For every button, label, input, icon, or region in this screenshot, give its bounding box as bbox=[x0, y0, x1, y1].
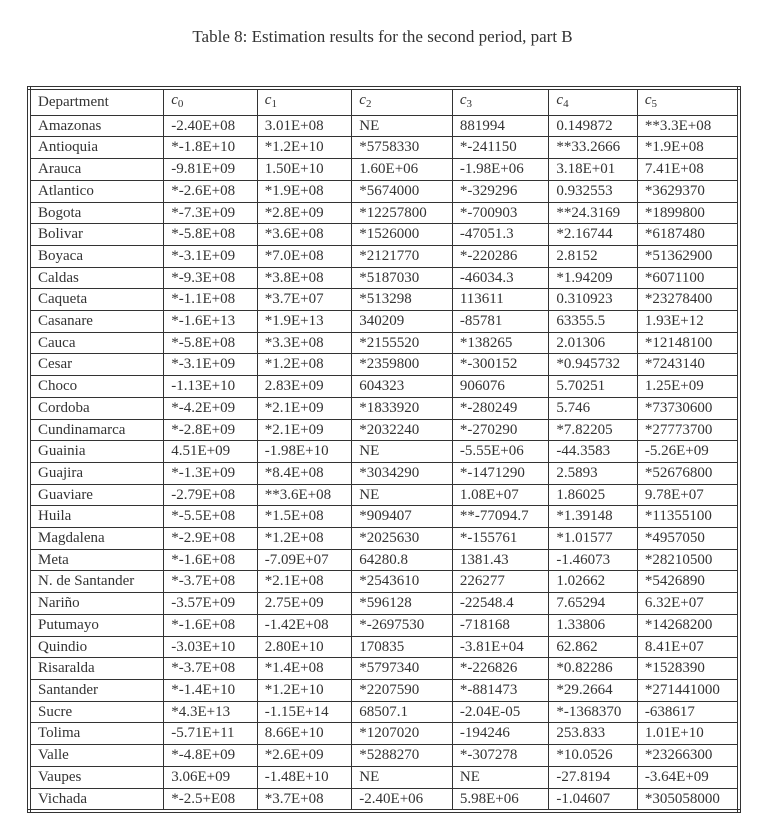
department-cell: Vaupes bbox=[29, 766, 164, 788]
value-cell-c3: 226277 bbox=[452, 571, 549, 593]
value-cell-c2: *1207020 bbox=[352, 723, 453, 745]
value-cell-c1: *2.1E+09 bbox=[257, 397, 352, 419]
value-cell-c5: *3629370 bbox=[637, 180, 739, 202]
value-cell-c3: 881994 bbox=[452, 115, 549, 137]
value-cell-c2: 604323 bbox=[352, 376, 453, 398]
value-cell-c1: *2.1E+08 bbox=[257, 571, 352, 593]
value-cell-c3: -3.81E+04 bbox=[452, 636, 549, 658]
value-cell-c5: -3.64E+09 bbox=[637, 766, 739, 788]
value-cell-c4: *29.2664 bbox=[549, 679, 637, 701]
value-cell-c5: *27773700 bbox=[637, 419, 739, 441]
department-cell: Quindio bbox=[29, 636, 164, 658]
department-cell: Risaralda bbox=[29, 658, 164, 680]
value-cell-c4: 62.862 bbox=[549, 636, 637, 658]
value-cell-c1: *8.4E+08 bbox=[257, 462, 352, 484]
value-cell-c0: -2.40E+08 bbox=[164, 115, 258, 137]
value-cell-c5: 8.41E+07 bbox=[637, 636, 739, 658]
value-cell-c3: *-307278 bbox=[452, 745, 549, 767]
department-cell: Sucre bbox=[29, 701, 164, 723]
value-cell-c1: *3.7E+08 bbox=[257, 788, 352, 811]
value-cell-c5: 1.25E+09 bbox=[637, 376, 739, 398]
value-cell-c3: -1.98E+06 bbox=[452, 159, 549, 181]
value-cell-c0: *-1.3E+09 bbox=[164, 462, 258, 484]
value-cell-c0: 3.06E+09 bbox=[164, 766, 258, 788]
table-row bbox=[29, 614, 739, 636]
value-cell-c2: 68507.1 bbox=[352, 701, 453, 723]
department-cell: Meta bbox=[29, 549, 164, 571]
table-row bbox=[29, 137, 739, 159]
department-cell: Atlantico bbox=[29, 180, 164, 202]
table-row bbox=[29, 180, 739, 202]
value-cell-c1: *1.4E+08 bbox=[257, 658, 352, 680]
value-cell-c4: 1.86025 bbox=[549, 484, 637, 506]
value-cell-c5: 6.32E+07 bbox=[637, 593, 739, 615]
value-cell-c3: *-226826 bbox=[452, 658, 549, 680]
value-cell-c0: *-5.8E+08 bbox=[164, 224, 258, 246]
header-department: Department bbox=[29, 88, 164, 115]
value-cell-c3: -85781 bbox=[452, 311, 549, 333]
department-cell: Arauca bbox=[29, 159, 164, 181]
value-cell-c3: *-300152 bbox=[452, 354, 549, 376]
value-cell-c3: -22548.4 bbox=[452, 593, 549, 615]
value-cell-c4: 5.746 bbox=[549, 397, 637, 419]
table-row bbox=[29, 245, 739, 267]
value-cell-c2: NE bbox=[352, 115, 453, 137]
value-cell-c2: *2359800 bbox=[352, 354, 453, 376]
value-cell-c3: *-1471290 bbox=[452, 462, 549, 484]
value-cell-c5: *1899800 bbox=[637, 202, 739, 224]
value-cell-c4: *2.16744 bbox=[549, 224, 637, 246]
department-cell: Cesar bbox=[29, 354, 164, 376]
value-cell-c0: *-5.5E+08 bbox=[164, 506, 258, 528]
value-cell-c5: *28210500 bbox=[637, 549, 739, 571]
value-cell-c5: *51362900 bbox=[637, 245, 739, 267]
table-row bbox=[29, 679, 739, 701]
value-cell-c5: 1.93E+12 bbox=[637, 311, 739, 333]
table-row bbox=[29, 528, 739, 550]
value-cell-c1: *1.2E+10 bbox=[257, 137, 352, 159]
value-cell-c5: 7.41E+08 bbox=[637, 159, 739, 181]
value-cell-c1: *1.2E+08 bbox=[257, 528, 352, 550]
table-row bbox=[29, 506, 739, 528]
value-cell-c2: 64280.8 bbox=[352, 549, 453, 571]
value-cell-c3: *-280249 bbox=[452, 397, 549, 419]
value-cell-c3: 906076 bbox=[452, 376, 549, 398]
value-cell-c4: *10.0526 bbox=[549, 745, 637, 767]
table-row bbox=[29, 745, 739, 767]
value-cell-c5: *14268200 bbox=[637, 614, 739, 636]
department-cell: Caqueta bbox=[29, 289, 164, 311]
value-cell-c4: *1.01577 bbox=[549, 528, 637, 550]
value-cell-c4: *0.945732 bbox=[549, 354, 637, 376]
value-cell-c0: -1.13E+10 bbox=[164, 376, 258, 398]
value-cell-c2: *2121770 bbox=[352, 245, 453, 267]
value-cell-c0: *-9.3E+08 bbox=[164, 267, 258, 289]
value-cell-c3: *-881473 bbox=[452, 679, 549, 701]
value-cell-c5: *6071100 bbox=[637, 267, 739, 289]
value-cell-c0: *-4.8E+09 bbox=[164, 745, 258, 767]
value-cell-c2: *12257800 bbox=[352, 202, 453, 224]
value-cell-c4: 0.932553 bbox=[549, 180, 637, 202]
value-cell-c2: 1.60E+06 bbox=[352, 159, 453, 181]
value-cell-c3: 113611 bbox=[452, 289, 549, 311]
value-cell-c0: 4.51E+09 bbox=[164, 441, 258, 463]
value-cell-c4: 2.5893 bbox=[549, 462, 637, 484]
value-cell-c2: *5187030 bbox=[352, 267, 453, 289]
value-cell-c1: -1.42E+08 bbox=[257, 614, 352, 636]
value-cell-c4: 0.149872 bbox=[549, 115, 637, 137]
department-cell: Tolima bbox=[29, 723, 164, 745]
value-cell-c4: *1.39148 bbox=[549, 506, 637, 528]
value-cell-c0: *-2.8E+09 bbox=[164, 419, 258, 441]
table-row bbox=[29, 202, 739, 224]
table-row bbox=[29, 766, 739, 788]
value-cell-c2: *1526000 bbox=[352, 224, 453, 246]
value-cell-c0: *-2.9E+08 bbox=[164, 528, 258, 550]
table-row bbox=[29, 462, 739, 484]
department-cell: Cordoba bbox=[29, 397, 164, 419]
value-cell-c0: *-1.6E+08 bbox=[164, 549, 258, 571]
value-cell-c5: *4957050 bbox=[637, 528, 739, 550]
value-cell-c0: *-1.1E+08 bbox=[164, 289, 258, 311]
value-cell-c5: *73730600 bbox=[637, 397, 739, 419]
value-cell-c3: *-155761 bbox=[452, 528, 549, 550]
value-cell-c5: -5.26E+09 bbox=[637, 441, 739, 463]
value-cell-c3: -718168 bbox=[452, 614, 549, 636]
value-cell-c1: *1.2E+10 bbox=[257, 679, 352, 701]
department-cell: Caldas bbox=[29, 267, 164, 289]
value-cell-c1: *1.5E+08 bbox=[257, 506, 352, 528]
value-cell-c4: 2.01306 bbox=[549, 332, 637, 354]
department-cell: Guajira bbox=[29, 462, 164, 484]
table-row bbox=[29, 397, 739, 419]
header-row bbox=[29, 88, 739, 115]
value-cell-c4: 63355.5 bbox=[549, 311, 637, 333]
table-caption-text: Table 8: Estimation results for the second period, part B bbox=[192, 27, 573, 46]
table-row bbox=[29, 441, 739, 463]
value-cell-c3: *-220286 bbox=[452, 245, 549, 267]
value-cell-c1: 8.66E+10 bbox=[257, 723, 352, 745]
table-row bbox=[29, 224, 739, 246]
value-cell-c1: 1.50E+10 bbox=[257, 159, 352, 181]
value-cell-c1: *1.2E+08 bbox=[257, 354, 352, 376]
value-cell-c1: **3.6E+08 bbox=[257, 484, 352, 506]
department-cell: Cauca bbox=[29, 332, 164, 354]
value-cell-c2: *2155520 bbox=[352, 332, 453, 354]
value-cell-c0: -5.71E+11 bbox=[164, 723, 258, 745]
value-cell-c5: -638617 bbox=[637, 701, 739, 723]
value-cell-c1: -7.09E+07 bbox=[257, 549, 352, 571]
department-cell: Amazonas bbox=[29, 115, 164, 137]
table-row bbox=[29, 354, 739, 376]
table-row bbox=[29, 376, 739, 398]
value-cell-c0: *-3.7E+08 bbox=[164, 571, 258, 593]
value-cell-c3: 1381.43 bbox=[452, 549, 549, 571]
table-row bbox=[29, 549, 739, 571]
value-cell-c4: -1.46073 bbox=[549, 549, 637, 571]
department-cell: Boyaca bbox=[29, 245, 164, 267]
table-row bbox=[29, 311, 739, 333]
header-c2: $c_2$ bbox=[352, 88, 453, 115]
value-cell-c0: *-7.3E+09 bbox=[164, 202, 258, 224]
value-cell-c3: *-700903 bbox=[452, 202, 549, 224]
value-cell-c2: 170835 bbox=[352, 636, 453, 658]
value-cell-c4: 1.02662 bbox=[549, 571, 637, 593]
value-cell-c0: *-1.6E+13 bbox=[164, 311, 258, 333]
value-cell-c1: *3.8E+08 bbox=[257, 267, 352, 289]
table-row bbox=[29, 419, 739, 441]
value-cell-c0: *4.3E+13 bbox=[164, 701, 258, 723]
table-row bbox=[29, 289, 739, 311]
value-cell-c2: *5288270 bbox=[352, 745, 453, 767]
value-cell-c4: -1.04607 bbox=[549, 788, 637, 811]
value-cell-c4: *-1368370 bbox=[549, 701, 637, 723]
value-cell-c2: *5797340 bbox=[352, 658, 453, 680]
header-c4: $c_4$ bbox=[549, 88, 637, 115]
table-row bbox=[29, 701, 739, 723]
value-cell-c2: *513298 bbox=[352, 289, 453, 311]
table-body bbox=[29, 115, 739, 811]
value-cell-c0: *-1.4E+10 bbox=[164, 679, 258, 701]
value-cell-c4: *0.82286 bbox=[549, 658, 637, 680]
value-cell-c2: -2.40E+06 bbox=[352, 788, 453, 811]
header-c5: $c_5$ bbox=[637, 88, 739, 115]
value-cell-c4: 0.310923 bbox=[549, 289, 637, 311]
value-cell-c5: 9.78E+07 bbox=[637, 484, 739, 506]
table-row bbox=[29, 115, 739, 137]
value-cell-c3: NE bbox=[452, 766, 549, 788]
value-cell-c0: *-4.2E+09 bbox=[164, 397, 258, 419]
value-cell-c0: *-5.8E+08 bbox=[164, 332, 258, 354]
department-cell: Choco bbox=[29, 376, 164, 398]
value-cell-c5: *52676800 bbox=[637, 462, 739, 484]
value-cell-c2: *1833920 bbox=[352, 397, 453, 419]
value-cell-c2: *2207590 bbox=[352, 679, 453, 701]
table-row bbox=[29, 636, 739, 658]
department-cell: Valle bbox=[29, 745, 164, 767]
value-cell-c2: *-2697530 bbox=[352, 614, 453, 636]
value-cell-c0: *-3.1E+09 bbox=[164, 354, 258, 376]
value-cell-c4: 3.18E+01 bbox=[549, 159, 637, 181]
value-cell-c2: *2032240 bbox=[352, 419, 453, 441]
value-cell-c3: *138265 bbox=[452, 332, 549, 354]
value-cell-c0: *-2.6E+08 bbox=[164, 180, 258, 202]
department-cell: Huila bbox=[29, 506, 164, 528]
value-cell-c4: -27.8194 bbox=[549, 766, 637, 788]
value-cell-c5: *5426890 bbox=[637, 571, 739, 593]
header-c1: $c_1$ bbox=[257, 88, 352, 115]
value-cell-c5: 1.01E+10 bbox=[637, 723, 739, 745]
value-cell-c5: *1528390 bbox=[637, 658, 739, 680]
department-cell: Bolivar bbox=[29, 224, 164, 246]
department-cell: Bogota bbox=[29, 202, 164, 224]
value-cell-c4: **33.2666 bbox=[549, 137, 637, 159]
value-cell-c3: -47051.3 bbox=[452, 224, 549, 246]
table-row bbox=[29, 788, 739, 811]
value-cell-c5: *7243140 bbox=[637, 354, 739, 376]
value-cell-c2: NE bbox=[352, 441, 453, 463]
value-cell-c3: 5.98E+06 bbox=[452, 788, 549, 811]
header-c0: $c_0$ bbox=[164, 88, 258, 115]
value-cell-c3: 1.08E+07 bbox=[452, 484, 549, 506]
value-cell-c4: 1.33806 bbox=[549, 614, 637, 636]
department-cell: Antioquia bbox=[29, 137, 164, 159]
value-cell-c3: -2.04E-05 bbox=[452, 701, 549, 723]
value-cell-c4: 7.65294 bbox=[549, 593, 637, 615]
value-cell-c1: 3.01E+08 bbox=[257, 115, 352, 137]
department-cell: Casanare bbox=[29, 311, 164, 333]
department-cell: Guainia bbox=[29, 441, 164, 463]
table-row bbox=[29, 658, 739, 680]
value-cell-c1: -1.48E+10 bbox=[257, 766, 352, 788]
value-cell-c3: -46034.3 bbox=[452, 267, 549, 289]
value-cell-c1: 2.80E+10 bbox=[257, 636, 352, 658]
value-cell-c3: -5.55E+06 bbox=[452, 441, 549, 463]
header-c3: $c_3$ bbox=[452, 88, 549, 115]
value-cell-c1: *3.3E+08 bbox=[257, 332, 352, 354]
department-cell: Cundinamarca bbox=[29, 419, 164, 441]
value-cell-c1: *7.0E+08 bbox=[257, 245, 352, 267]
value-cell-c1: 2.83E+09 bbox=[257, 376, 352, 398]
table-row bbox=[29, 484, 739, 506]
value-cell-c0: *-1.6E+08 bbox=[164, 614, 258, 636]
value-cell-c2: *5758330 bbox=[352, 137, 453, 159]
value-cell-c5: **3.3E+08 bbox=[637, 115, 739, 137]
department-cell: Nariño bbox=[29, 593, 164, 615]
value-cell-c4: **24.3169 bbox=[549, 202, 637, 224]
table-row bbox=[29, 571, 739, 593]
value-cell-c2: NE bbox=[352, 766, 453, 788]
value-cell-c4: 5.70251 bbox=[549, 376, 637, 398]
value-cell-c5: *271441000 bbox=[637, 679, 739, 701]
value-cell-c1: -1.98E+10 bbox=[257, 441, 352, 463]
value-cell-c1: *2.8E+09 bbox=[257, 202, 352, 224]
value-cell-c5: *6187480 bbox=[637, 224, 739, 246]
value-cell-c0: *-1.8E+10 bbox=[164, 137, 258, 159]
table-row bbox=[29, 332, 739, 354]
value-cell-c5: *1.9E+08 bbox=[637, 137, 739, 159]
table-row bbox=[29, 593, 739, 615]
value-cell-c2: *2025630 bbox=[352, 528, 453, 550]
table-caption bbox=[0, 27, 765, 47]
value-cell-c1: *2.1E+09 bbox=[257, 419, 352, 441]
value-cell-c3: *-329296 bbox=[452, 180, 549, 202]
value-cell-c4: 2.8152 bbox=[549, 245, 637, 267]
table-row bbox=[29, 159, 739, 181]
value-cell-c4: *7.82205 bbox=[549, 419, 637, 441]
department-cell: N. de Santander bbox=[29, 571, 164, 593]
value-cell-c2: *5674000 bbox=[352, 180, 453, 202]
value-cell-c0: -9.81E+09 bbox=[164, 159, 258, 181]
value-cell-c4: *1.94209 bbox=[549, 267, 637, 289]
table-row bbox=[29, 267, 739, 289]
value-cell-c0: *-3.7E+08 bbox=[164, 658, 258, 680]
table-row bbox=[29, 723, 739, 745]
value-cell-c2: *3034290 bbox=[352, 462, 453, 484]
value-cell-c5: *23278400 bbox=[637, 289, 739, 311]
department-cell: Guaviare bbox=[29, 484, 164, 506]
value-cell-c1: 2.75E+09 bbox=[257, 593, 352, 615]
value-cell-c3: *-270290 bbox=[452, 419, 549, 441]
value-cell-c0: -2.79E+08 bbox=[164, 484, 258, 506]
value-cell-c2: *2543610 bbox=[352, 571, 453, 593]
value-cell-c5: *23266300 bbox=[637, 745, 739, 767]
value-cell-c0: *-2.5+E08 bbox=[164, 788, 258, 811]
value-cell-c4: -44.3583 bbox=[549, 441, 637, 463]
value-cell-c0: -3.57E+09 bbox=[164, 593, 258, 615]
value-cell-c1: *3.7E+07 bbox=[257, 289, 352, 311]
estimation-results-table bbox=[27, 86, 741, 813]
value-cell-c1: -1.15E+14 bbox=[257, 701, 352, 723]
department-cell: Putumayo bbox=[29, 614, 164, 636]
value-cell-c5: *12148100 bbox=[637, 332, 739, 354]
value-cell-c3: **-77094.7 bbox=[452, 506, 549, 528]
department-cell: Magdalena bbox=[29, 528, 164, 550]
department-cell: Vichada bbox=[29, 788, 164, 811]
value-cell-c2: 340209 bbox=[352, 311, 453, 333]
value-cell-c1: *1.9E+08 bbox=[257, 180, 352, 202]
value-cell-c5: *11355100 bbox=[637, 506, 739, 528]
value-cell-c2: *596128 bbox=[352, 593, 453, 615]
value-cell-c4: 253.833 bbox=[549, 723, 637, 745]
value-cell-c3: -194246 bbox=[452, 723, 549, 745]
value-cell-c0: *-3.1E+09 bbox=[164, 245, 258, 267]
department-cell: Santander bbox=[29, 679, 164, 701]
value-cell-c5: *305058000 bbox=[637, 788, 739, 811]
value-cell-c1: *2.6E+09 bbox=[257, 745, 352, 767]
value-cell-c3: *-241150 bbox=[452, 137, 549, 159]
value-cell-c2: *909407 bbox=[352, 506, 453, 528]
value-cell-c1: *1.9E+13 bbox=[257, 311, 352, 333]
value-cell-c0: -3.03E+10 bbox=[164, 636, 258, 658]
value-cell-c2: NE bbox=[352, 484, 453, 506]
value-cell-c1: *3.6E+08 bbox=[257, 224, 352, 246]
